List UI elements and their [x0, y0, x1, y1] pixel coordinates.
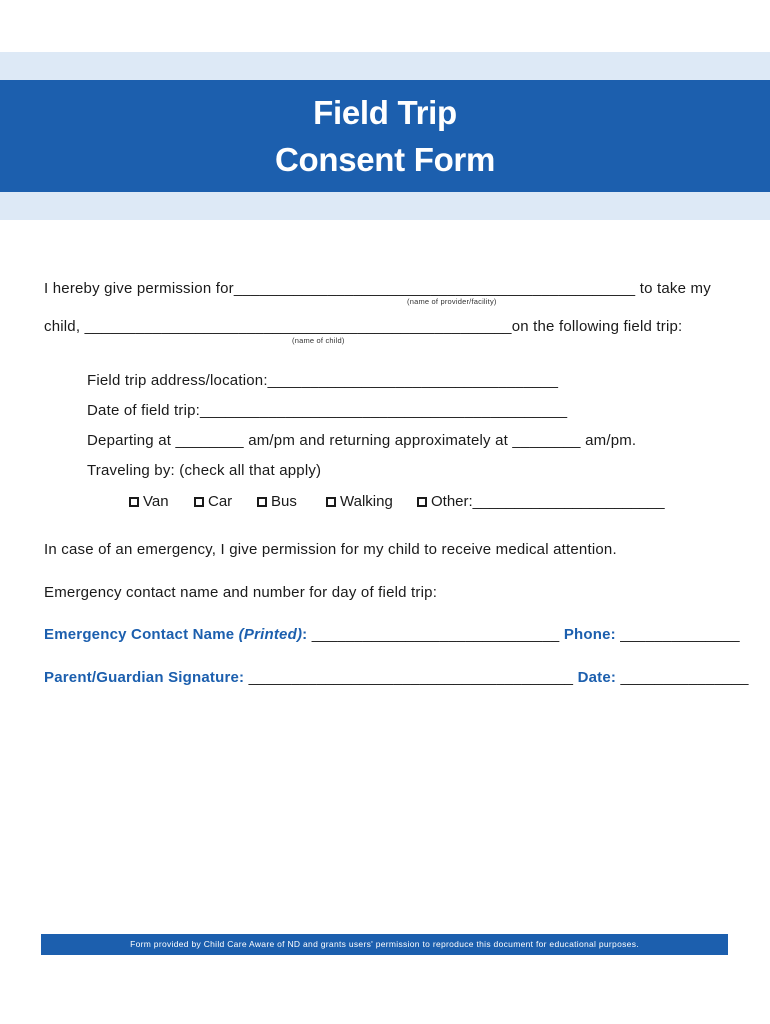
- phone-label: Phone:: [563, 626, 616, 643]
- contact-blank[interactable]: _____________________________: [307, 626, 560, 643]
- transport-option-other[interactable]: [417, 493, 665, 510]
- walking-checkbox[interactable]: [326, 497, 336, 507]
- footer-banner: [41, 934, 728, 955]
- permission-line: I hereby give permission for_______________________________________________ to take my: [44, 280, 711, 297]
- child-hint: (name of child): [292, 336, 345, 345]
- header-bottom-band: [0, 192, 770, 220]
- other-label: Other:_______________________: [431, 493, 665, 510]
- emergency-contact-field[interactable]: [44, 626, 740, 643]
- signature-label: Parent/Guardian Signature:: [44, 669, 245, 686]
- provider-hint: (name of provider/facility): [407, 297, 497, 306]
- signature-field[interactable]: [44, 669, 749, 686]
- date-of-trip-line: Date of field trip:___________________________________________: [87, 402, 568, 419]
- van-checkbox[interactable]: [129, 497, 139, 507]
- date-blank[interactable]: _______________: [616, 669, 749, 686]
- emergency-permission-line: In case of an emergency, I give permission for my child to receive medical attention.: [44, 541, 617, 558]
- footer-text: Form provided by Child Care Aware of ND and grants users' permission to reproduce this document for educational purposes.: [130, 939, 639, 949]
- bus-checkbox[interactable]: [257, 497, 267, 507]
- header-banner: [0, 80, 770, 192]
- bus-label: Bus: [271, 493, 297, 510]
- transport-option-walking[interactable]: [326, 493, 393, 510]
- car-label: Car: [208, 493, 233, 510]
- page-title-line-1: Field Trip: [313, 94, 457, 131]
- walking-label: Walking: [340, 493, 393, 510]
- page-title-line-2: Consent Form: [274, 141, 496, 178]
- contact-intro-line: Emergency contact name and number for day of field trip:: [44, 584, 438, 601]
- other-checkbox[interactable]: [417, 497, 427, 507]
- date-label: Date:: [577, 669, 617, 686]
- car-checkbox[interactable]: [194, 497, 204, 507]
- contact-colon: :: [302, 626, 308, 643]
- phone-blank[interactable]: ______________: [615, 626, 740, 643]
- child-line: child, __________________________________________________on the following field trip:: [44, 318, 683, 335]
- transport-option-van[interactable]: [129, 493, 169, 510]
- traveling-line: Traveling by: (check all that apply): [87, 462, 322, 479]
- transport-option-bus[interactable]: [257, 493, 297, 510]
- contact-label-printed: (Printed): [238, 626, 303, 643]
- transport-option-car[interactable]: [194, 493, 232, 510]
- header-top-band: [0, 52, 770, 80]
- contact-label: Emergency Contact Name: [44, 626, 235, 643]
- departing-line: Departing at ________ am/pm and returning approximately at ________ am/pm.: [87, 432, 637, 449]
- signature-blank[interactable]: ______________________________________: [244, 669, 574, 686]
- van-label: Van: [143, 493, 169, 510]
- address-line: Field trip address/location:__________________________________: [87, 372, 559, 389]
